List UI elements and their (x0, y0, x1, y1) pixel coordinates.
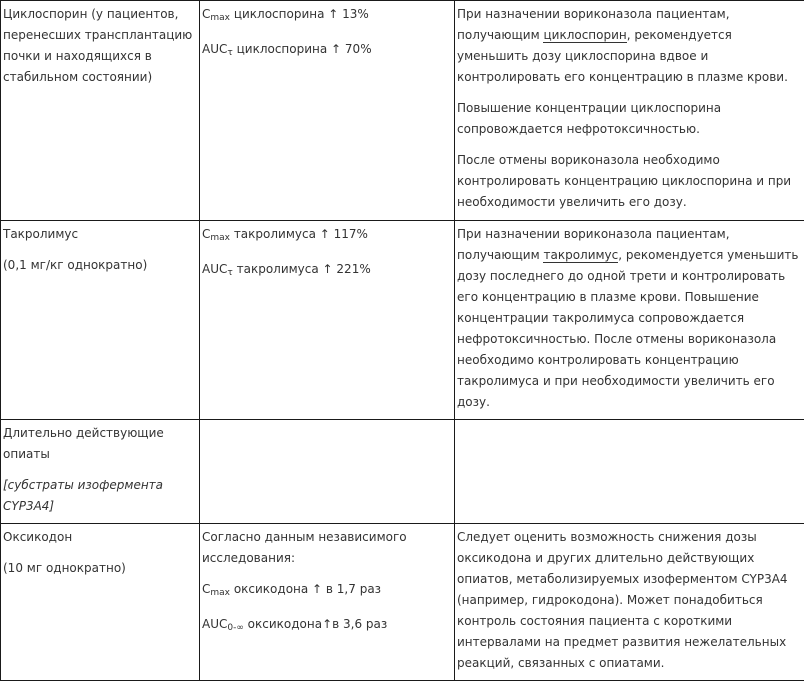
recommendation-text: При назначении вориконазола пациентам, получающим такролимус, рекомендуется уменьшить дозу последнего до одной трети и контролировать его концентрацию в плазме крови. Повышение концентрации такролимуса сопровождается нефротоксичностью. После отмены вориконазола необходимо контролировать концентрацию такролимуса и при необходимости увеличить его дозу. (457, 224, 802, 413)
table-row (1, 221, 804, 420)
drug-name: Оксикодон (3, 527, 197, 548)
effect-intro: Согласно данным независимого исследования: (202, 527, 452, 569)
recommendation-text: После отмены вориконазола необходимо контролировать концентрацию циклоспорина и при необходимости увеличить его дозу. (457, 150, 802, 213)
effect-line: $C_{max}$ такролимуса ↑ 117% (202, 224, 452, 249)
effect-line: $C_{max}$ циклоспорина ↑ 13% (202, 4, 452, 29)
effect-cell (200, 1, 455, 221)
recommendation-cell (455, 524, 804, 681)
drug-cell (1, 1, 200, 221)
effect-line: $AUC_{0-\infty}$ оксикодона↑в 3,6 раз (202, 614, 452, 639)
drug-cell (1, 524, 200, 681)
effect-cell (200, 524, 455, 681)
recommendation-cell (455, 221, 804, 420)
drug-link-tacrolimus[interactable]: такролимус (543, 248, 618, 263)
effect-line: $AUC_\tau$ такролимуса ↑ 221% (202, 259, 452, 284)
drug-name: Циклоспорин (у пациентов, перенесших трансплантацию почки и находящихся в стабильном состоянии) (3, 4, 197, 88)
effect-cell (200, 420, 455, 524)
recommendation-cell (455, 420, 804, 524)
recommendation-text: При назначении вориконазола пациентам, получающим циклоспорин, рекомендуется уменьшить дозу циклоспорина вдвое и контролировать его концентрацию в плазме крови. (457, 4, 802, 88)
drug-cell (1, 221, 200, 420)
drug-cell (1, 420, 200, 524)
effect-line: $AUC_\tau$ циклоспорина ↑ 70% (202, 39, 452, 64)
table-row (1, 524, 804, 681)
drug-group-note: [субстраты изофермента CYP3A4] (3, 475, 197, 517)
drug-group: Длительно действующие опиаты (3, 423, 197, 465)
recommendation-text: Повышение концентрации циклоспорина сопровождается нефротоксичностью. (457, 98, 802, 140)
drug-dose: (0,1 мг/кг однократно) (3, 255, 197, 276)
drug-link-cyclosporine[interactable]: циклоспорин (543, 28, 626, 43)
effect-cell (200, 221, 455, 420)
drug-dose: (10 мг однократно) (3, 558, 197, 579)
table-row (1, 420, 804, 524)
recommendation-text: Следует оценить возможность снижения дозы оксикодона и других длительно действующих опиатов, метаболизируемых изоферментом CYP3A4 (например, гидрокодона). Может понадобиться контроль состояния пациента с короткими интервалами на предмет развития нежелательных реакций, связанных с опиатами. (457, 527, 802, 674)
recommendation-cell (455, 1, 804, 221)
table-row (1, 1, 804, 221)
drug-name: Такролимус (3, 224, 197, 245)
effect-line: $C_{max}$ оксикодона ↑ в 1,7 раз (202, 579, 452, 604)
